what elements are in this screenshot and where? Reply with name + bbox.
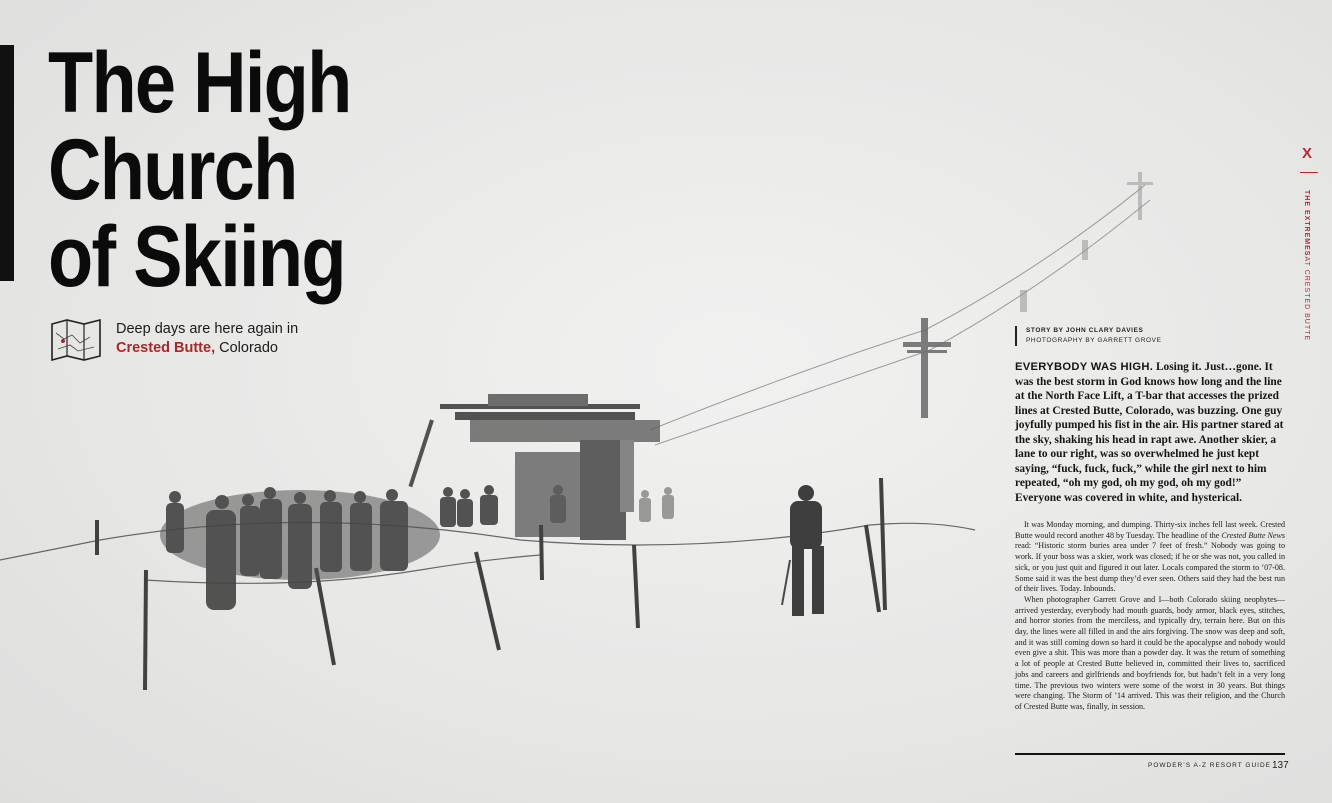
article-dek [50, 319, 370, 363]
publication-footer: POWDER’S A-Z RESORT GUIDE [1148, 762, 1271, 769]
section-marker: X [1302, 145, 1313, 162]
title-line: Church [48, 122, 297, 218]
dek-region: Colorado [215, 340, 278, 356]
body-text-run: read: “Historic storm buries area under 7 feet of fresh.” Nobody was going to work. If your boss was a skier, work was closed; if he or she was not, you called in sick, or you just quit and figured it out later. Locals compared the storm to ’07-08. Some said it was the best dump they’d ever seen. Others said they had the best run of their lives. Today. Inbounds. [1015, 541, 1285, 594]
map-icon [50, 319, 102, 361]
section-label [1303, 190, 1310, 341]
publication-name: Crested Butte News [1221, 530, 1286, 540]
title-line: The High [48, 35, 351, 131]
story-credit: STORY BY JOHN CLARY DAVIES [1026, 327, 1144, 334]
dek-line: Deep days are here again in [116, 321, 299, 337]
dek-place: Crested Butte, [116, 340, 216, 356]
footer-rule [1015, 753, 1285, 755]
title-line: of Skiing [48, 209, 345, 305]
lede-paragraph [1015, 360, 1285, 505]
title-accent-bar [0, 45, 14, 281]
lede-lead-in: EVERYBODY WAS HIGH. [1015, 361, 1154, 373]
byline [1015, 326, 1162, 346]
article-title [48, 35, 351, 305]
dek-text [116, 320, 298, 358]
body-paragraph: When photographer Garrett Grove and I—both Colorado skiing neophytes—arrived yesterday, everybody had mouth guards, body armor, black eyes, stitches, and horror stories from the merciless, and typically dry, terrain here. But on this day, the lines were all filled in and the airs forgiving. The snow was deep and soft, and it was still coming down so hard it could be the apocalypse and nobody would even give a shit. This was more than a powder day. It was the return of something a lot of people at Crested Butte believed in, committed their lives to, sacrificed jobs and careers and girlfriends and boyfriends for, but hadn’t felt in a very long time. The previous two winters were some of the worst in 30 years. But things were changing. The Storm of ’14 arrived. This was their religion, and the Church of Crested Butte was, finally, in session. [1015, 594, 1285, 711]
page-number: 137 [1272, 760, 1289, 771]
body-text-run: It was Monday morning, and dumping. Thirty-six inches fell last week. Crested Butte would record another 48 by Tuesday. The headline of the [1015, 520, 1285, 540]
article-body [1015, 520, 1285, 713]
section-rule [1300, 172, 1318, 173]
lede-text: Losing it. Just…gone. It was the best storm in God knows how long and the line at the North Face Lift, a T-bar that accesses the prized lines at Crested Butte, Colorado, was buzzing. One guy joyfully pumped his fist in the air. His partner stared at the sky, shaking his head in rapt awe. Another skier, a lane to our right, was so overwhelmed he just kept saying, “fuck, fuck, fuck,” while the girl next to him repeated, “oh my god, oh my god, oh my god!” Everyone was covered in white, and hysterical. [1015, 361, 1284, 504]
section-label-light: AT CRESTED BUTTE [1303, 256, 1310, 342]
section-label-bold: THE EXTREMES [1303, 190, 1310, 257]
body-paragraph [1015, 520, 1285, 595]
photo-credit: PHOTOGRAPHY BY GARRETT GROVE [1026, 337, 1162, 344]
